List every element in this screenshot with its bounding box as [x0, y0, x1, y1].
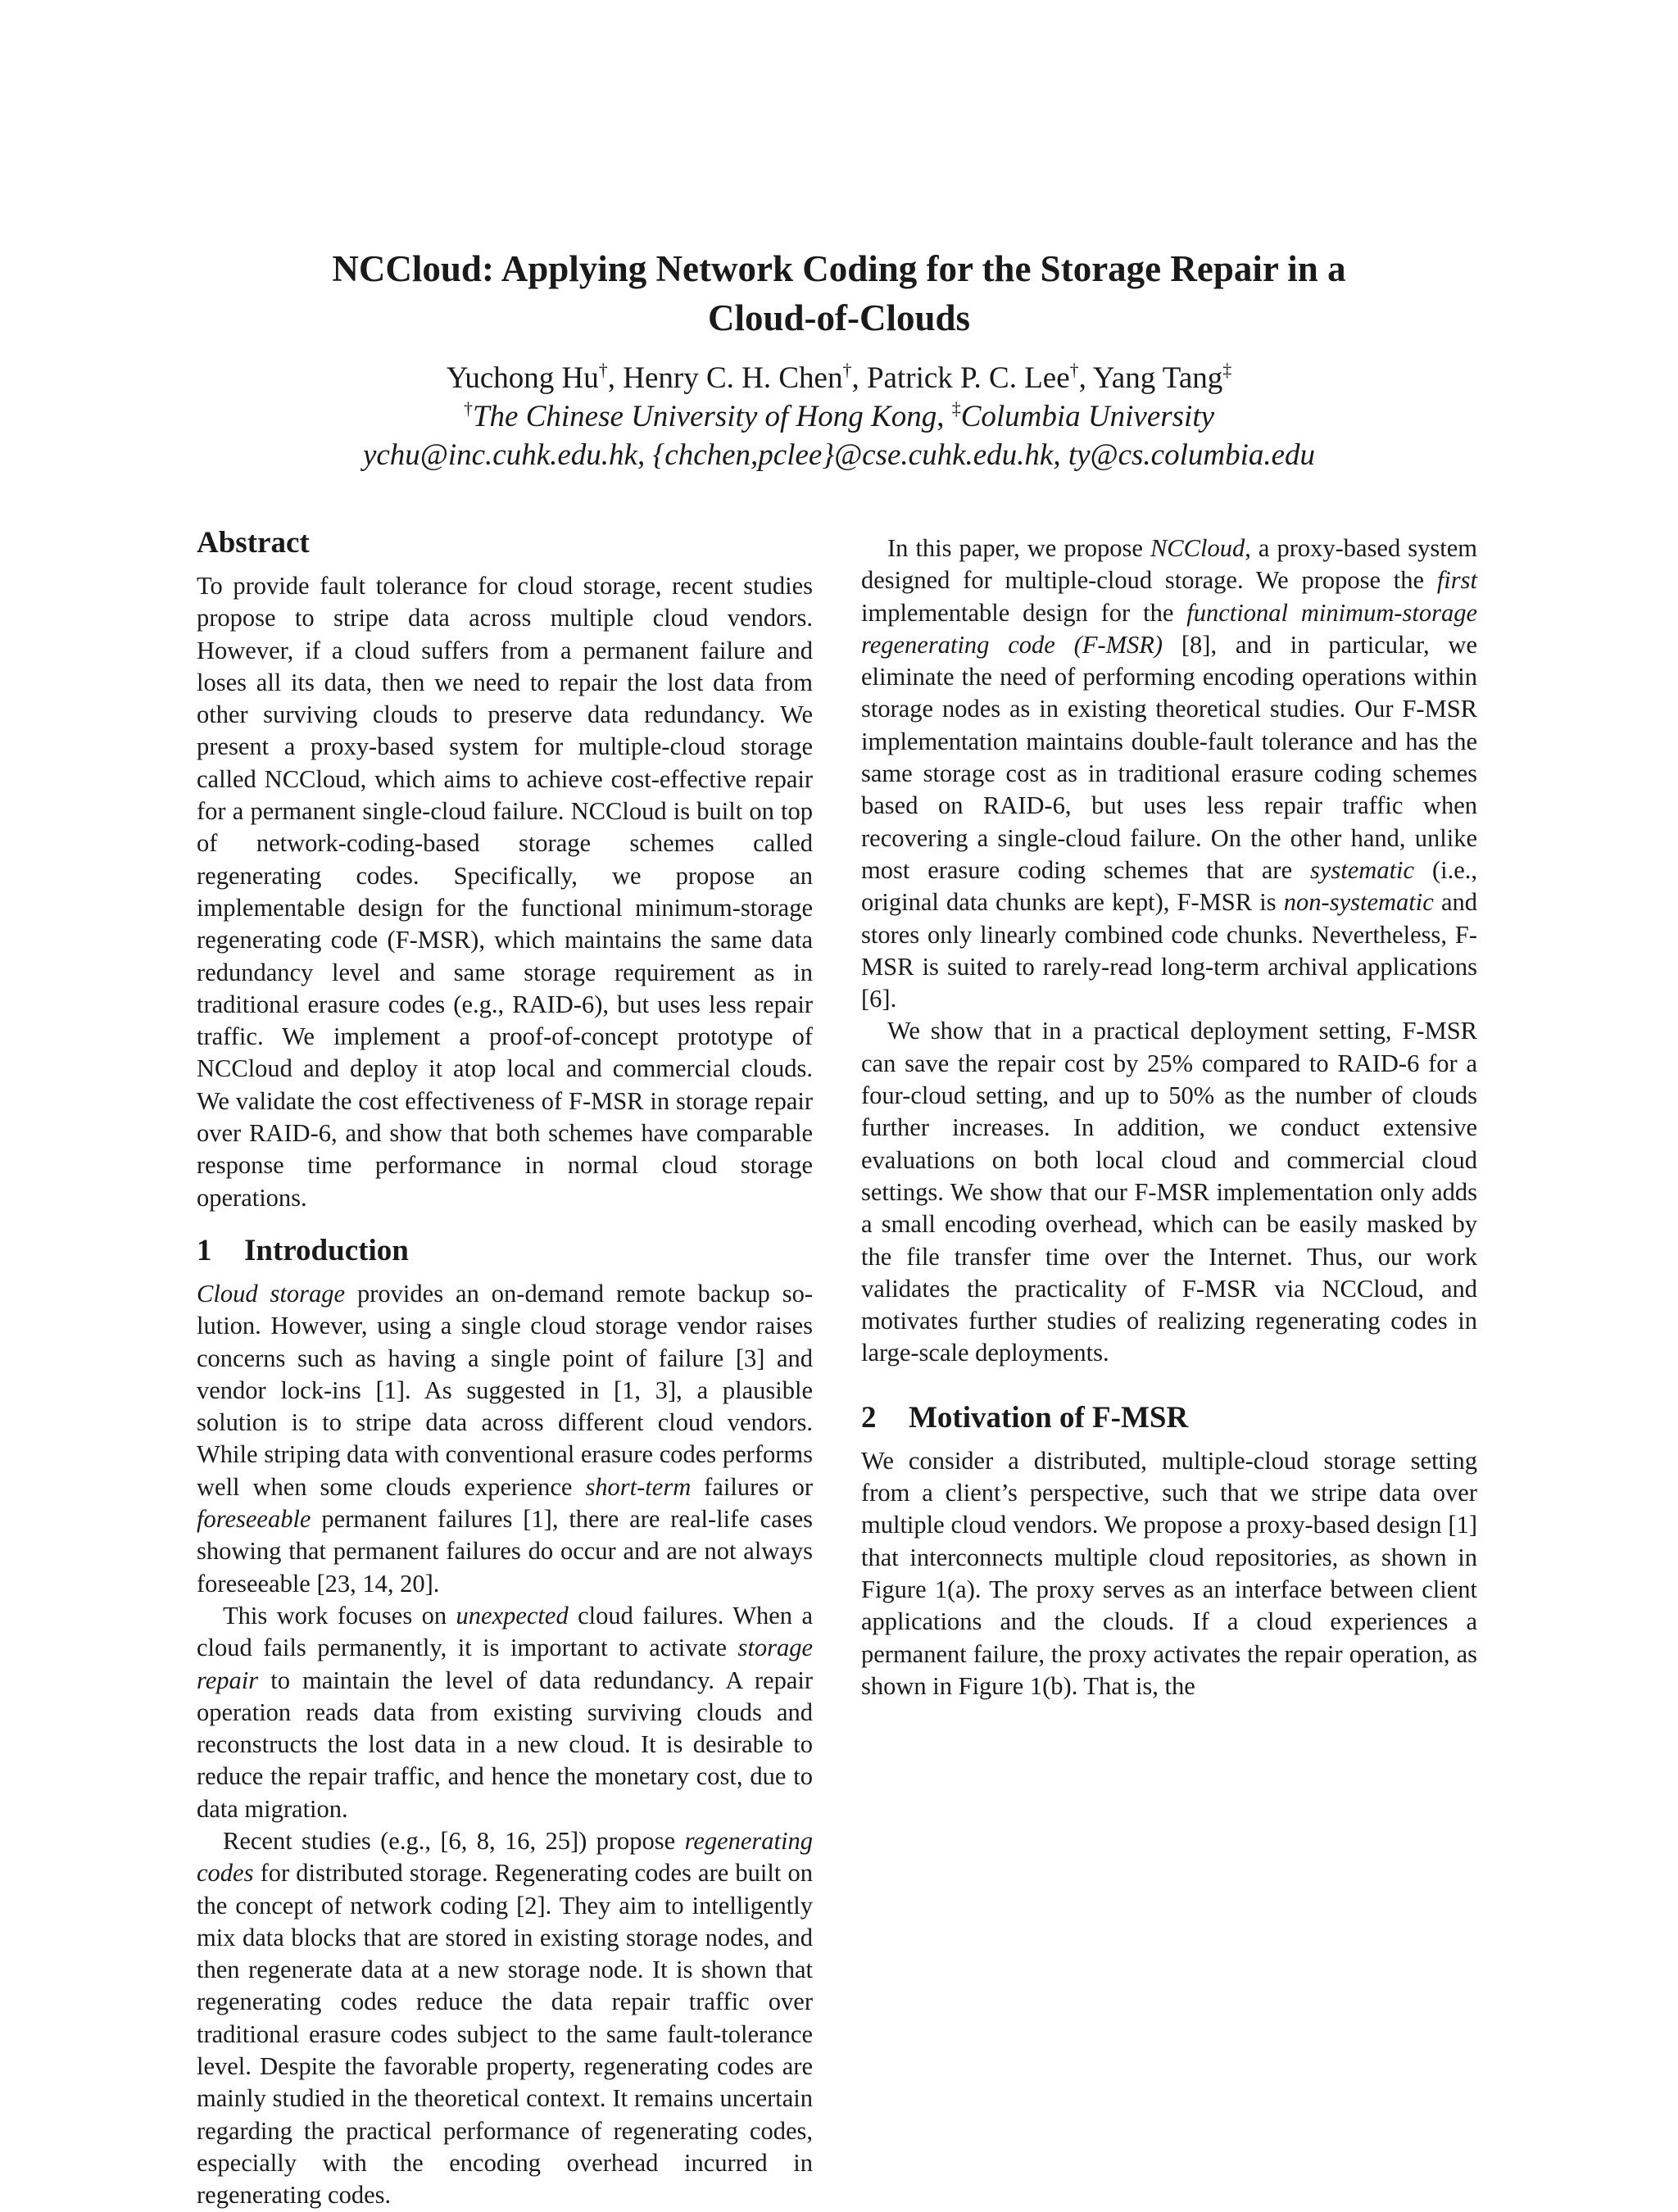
- paragraph-text: to maintain the level of data redundancy. A repair operation reads data from existing surviving clouds and reconstructs the lost data in a new cloud. It is desirable to reduce the repair traffic, and hence the monetary cost, due to data migration.: [197, 1666, 813, 1823]
- emphasis: foreseeable: [197, 1505, 311, 1534]
- paragraph-text: In this paper, we propose: [887, 534, 1150, 562]
- paragraph-text: and stores only linearly combined code chunks. Nevertheless, F-MSR is suited to rarely-read long-term archival applications [6].: [861, 888, 1477, 1013]
- paragraph-text: permanent failures [1], there are real-life cases showing that permanent failures do occur and are not always foreseeable [23, 14, 20].: [197, 1505, 813, 1598]
- paragraph-text: for distributed storage. Regenerating codes are built on the concept of network coding [2]. They aim to intelligently mix data blocks that are stored in existing storage nodes, and then regenerate data at a new storage node. It is shown that regenerating codes reduce the data repair traffic over traditional erasure codes subject to the same fault-tolerance level. Despite the favorable property, regenerating codes are mainly studied in the theoretical context. It remains uncertain regarding the practical performance of regenerating codes, especially with the encoding overhead incurred in regenerating codes.: [197, 1859, 813, 2210]
- affiliation-separator: ,: [937, 400, 952, 433]
- paper-title: [197, 244, 1481, 342]
- affiliation-mark: ‡: [1222, 360, 1232, 380]
- paragraph-text: , a proxy-based system designed for multiple-cloud storage. We propose the: [861, 534, 1477, 595]
- emphasis: systematic: [1310, 855, 1415, 884]
- affiliation-mark: †: [1069, 360, 1079, 380]
- section-number: 2: [861, 1400, 877, 1435]
- affiliation-mark: †: [842, 360, 852, 380]
- author-emails: [197, 436, 1481, 474]
- affiliation-mark: †: [598, 360, 608, 380]
- intro-paragraph-2: [197, 1600, 813, 1825]
- affiliation-columbia: Columbia University: [960, 400, 1215, 433]
- author-separator: ,: [607, 361, 624, 395]
- paragraph-text: provides an on-demand remote backup solution. However, using a single cloud storage vendor raises concerns such as having a single point of failure [3] and vendor lock-ins [1]. As suggested in [1, 3], a plausible solution is to stripe data across different cloud vendors. While striping data with conventional erasure codes performs well when some clouds experience: [197, 1279, 813, 1501]
- right-column: [861, 533, 1477, 1702]
- author-separator: ,: [1078, 361, 1093, 395]
- paragraph-text: (i.e., original data chunks are kept), F-MSR is: [861, 855, 1477, 917]
- emphasis: regenerating codes: [197, 1826, 813, 1888]
- emphasis: functional minimum-storage regenerating code (F-MSR): [861, 598, 1478, 659]
- paragraph-text: Recent studies (e.g., [6, 8, 16, 25]) propose: [223, 1826, 685, 1855]
- author-name: Henry C. H. Chen: [623, 361, 843, 395]
- author-name: Yuchong Hu: [446, 361, 599, 395]
- title-line-1: NCCloud: Applying Network Coding for the Storage Repair in a: [332, 248, 1346, 289]
- section-2-heading: [861, 1399, 1477, 1437]
- section-title: Motivation of F-MSR: [909, 1400, 1189, 1435]
- paragraph-text: [8], and in particular, we eliminate the need of performing encoding operations within storage nodes as in existing theoretical studies. Our F-MSR implementation maintains double-fault tolerance and has the same storage cost as in traditional erasure coding schemes based on RAID-6, but uses less repair traffic when recovering a single-cloud failure. On the other hand, unlike most erasure coding schemes that are: [861, 630, 1478, 884]
- author-name: Patrick P. C. Lee: [866, 361, 1070, 395]
- author-separator: ,: [851, 361, 867, 395]
- affiliation-mark: ‡: [951, 398, 961, 419]
- affiliation-mark: †: [463, 398, 473, 419]
- intro-paragraph-1: [197, 1278, 813, 1600]
- paragraph-text: implementable design for the: [861, 598, 1187, 627]
- paragraph-text: cloud failures. When a cloud fails permanently, it is important to activate: [197, 1601, 813, 1662]
- author-affiliations: [197, 397, 1481, 436]
- emphasis: short-term: [585, 1472, 692, 1501]
- intro-paragraph-3: [197, 1825, 813, 2212]
- emphasis: unexpected: [456, 1601, 569, 1630]
- intro-paragraph-4: [861, 533, 1477, 1015]
- emphasis: non-systematic: [1283, 888, 1434, 917]
- author-name: Yang Tang: [1092, 361, 1223, 395]
- affiliation-cuhk: The Chinese University of Hong Kong: [472, 400, 937, 433]
- paragraph-text: failures or: [691, 1472, 813, 1501]
- section-1-heading: [197, 1232, 813, 1270]
- paragraph-text: This work focuses on: [223, 1601, 456, 1630]
- abstract-text: To provide fault tolerance for cloud storage, recent studies propose to stripe data across multiple cloud vendors. However, if a cloud suffers from a permanent failure and loses all its data, then we need to repair the lost data from other surviving clouds to preserve data redundancy. We present a proxy-based system for multiple-cloud storage called NCCloud, which aims to achieve cost-effective repair for a permanent single-cloud failure. NCCloud is built on top of network-coding-based storage schemes called regenerating codes. Specifically, we propose an implementable design for the functional minimum-storage regenerating code (F-MSR), which maintains the same data redundancy level and same storage requirement as in traditional erasure codes (e.g., RAID-6), but uses less repair traffic. We implement a proof-of-concept prototype of NCCloud and deploy it atop local and commercial clouds. We validate the cost effectiveness of F-MSR in storage repair over RAID-6, and show that both schemes have comparable response time performance in normal cloud storage operations.: [197, 572, 813, 1212]
- section-number: 1: [197, 1233, 212, 1267]
- abstract-heading: Abstract: [197, 526, 310, 560]
- intro-paragraph-5: We show that in a practical deployment setting, F-MSR can save the repair cost by 25% compared to RAID-6 for a four-cloud setting, and up to 50% as the number of clouds further increases. In addition, we conduct extensive evaluations on both local cloud and commercial cloud settings. We show that our F-MSR implementation only adds a small encoding overhead, which can be easily masked by the file transfer time over the Internet. Thus, our work validates the practicality of F-MSR via NCCloud, and motivates further studies of realizing regenerating codes in large-scale deployments.: [861, 1017, 1477, 1367]
- title-line-2: Cloud-of-Clouds: [707, 297, 971, 338]
- emphasis: NCCloud: [1150, 534, 1245, 562]
- emphasis: Cloud storage: [197, 1279, 346, 1308]
- emphasis: storage repair: [197, 1634, 813, 1694]
- email-list: ychu@inc.cuhk.edu.hk, {chchen,pclee}@cse.cuhk.edu.hk, ty@cs.columbia.edu: [362, 438, 1316, 472]
- emphasis: first: [1436, 566, 1477, 595]
- section-title: Introduction: [244, 1233, 409, 1267]
- left-column: [197, 524, 813, 2212]
- author-names: [197, 359, 1481, 397]
- author-block: [197, 359, 1481, 474]
- motivation-paragraph-1: We consider a distributed, multiple-cloud storage setting from a client’s perspective, such that we stripe data over multiple cloud vendors. We propose a proxy-based design [1] that interconnects multiple cloud repositories, as shown in Figure 1(a). The proxy serves as an interface between client applications and the clouds. If a cloud experiences a permanent failure, the proxy activates the repair operation, as shown in Figure 1(b). That is, the: [861, 1446, 1477, 1700]
